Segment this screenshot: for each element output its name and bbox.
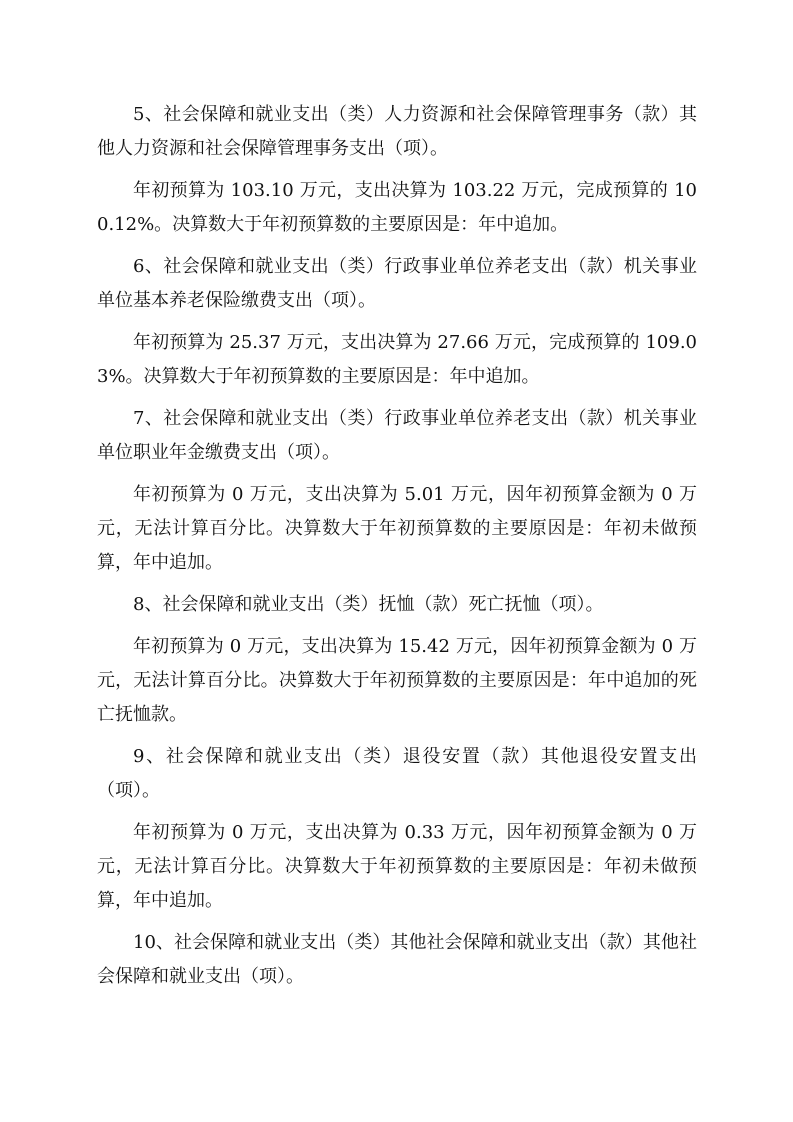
item-5-heading: 5、社会保障和就业支出（类）人力资源和社会保障管理事务（款）其他人力资源和社会保障管理事务支出（项）。 xyxy=(97,104,697,159)
item-8-heading: 8、社会保障和就业支出（类）抚恤（款）死亡抚恤（项）。 xyxy=(133,594,604,615)
item-9-heading: 9、社会保障和就业支出（类）退役安置（款）其他退役安置支出（项）。 xyxy=(97,746,697,801)
item-7-heading: 7、社会保障和就业支出（类）行政事业单位养老支出（款）机关事业单位职业年金缴费支出（项）。 xyxy=(97,408,697,463)
item-7-description: 年初预算为 0 万元，支出决算为 5.01 万元，因年初预算金额为 0 万元，无法计算百分比。决算数大于年初预算数的主要原因是：年初未做预算，年中追加。 xyxy=(97,484,697,573)
item-8-description: 年初预算为 0 万元，支出决算为 15.42 万元，因年初预算金额为 0 万元，无法计算百分比。决算数大于年初预算数的主要原因是：年中追加的死亡抚恤款。 xyxy=(97,636,697,725)
document-body xyxy=(97,98,697,994)
item-10-heading: 10、社会保障和就业支出（类）其他社会保障和就业支出（款）其他社会保障和就业支出（项）。 xyxy=(97,932,697,987)
item-5-description: 年初预算为 103.10 万元，支出决算为 103.22 万元，完成预算的 100.12%。决算数大于年初预算数的主要原因是：年中追加。 xyxy=(97,180,697,235)
item-9-description: 年初预算为 0 万元，支出决算为 0.33 万元，因年初预算金额为 0 万元，无法计算百分比。决算数大于年初预算数的主要原因是：年初未做预算，年中追加。 xyxy=(97,822,697,911)
item-6-heading: 6、社会保障和就业支出（类）行政事业单位养老支出（款）机关事业单位基本养老保险缴费支出（项）。 xyxy=(97,256,697,311)
item-6-description: 年初预算为 25.37 万元，支出决算为 27.66 万元，完成预算的 109.03%。决算数大于年初预算数的主要原因是：年中追加。 xyxy=(97,332,697,387)
